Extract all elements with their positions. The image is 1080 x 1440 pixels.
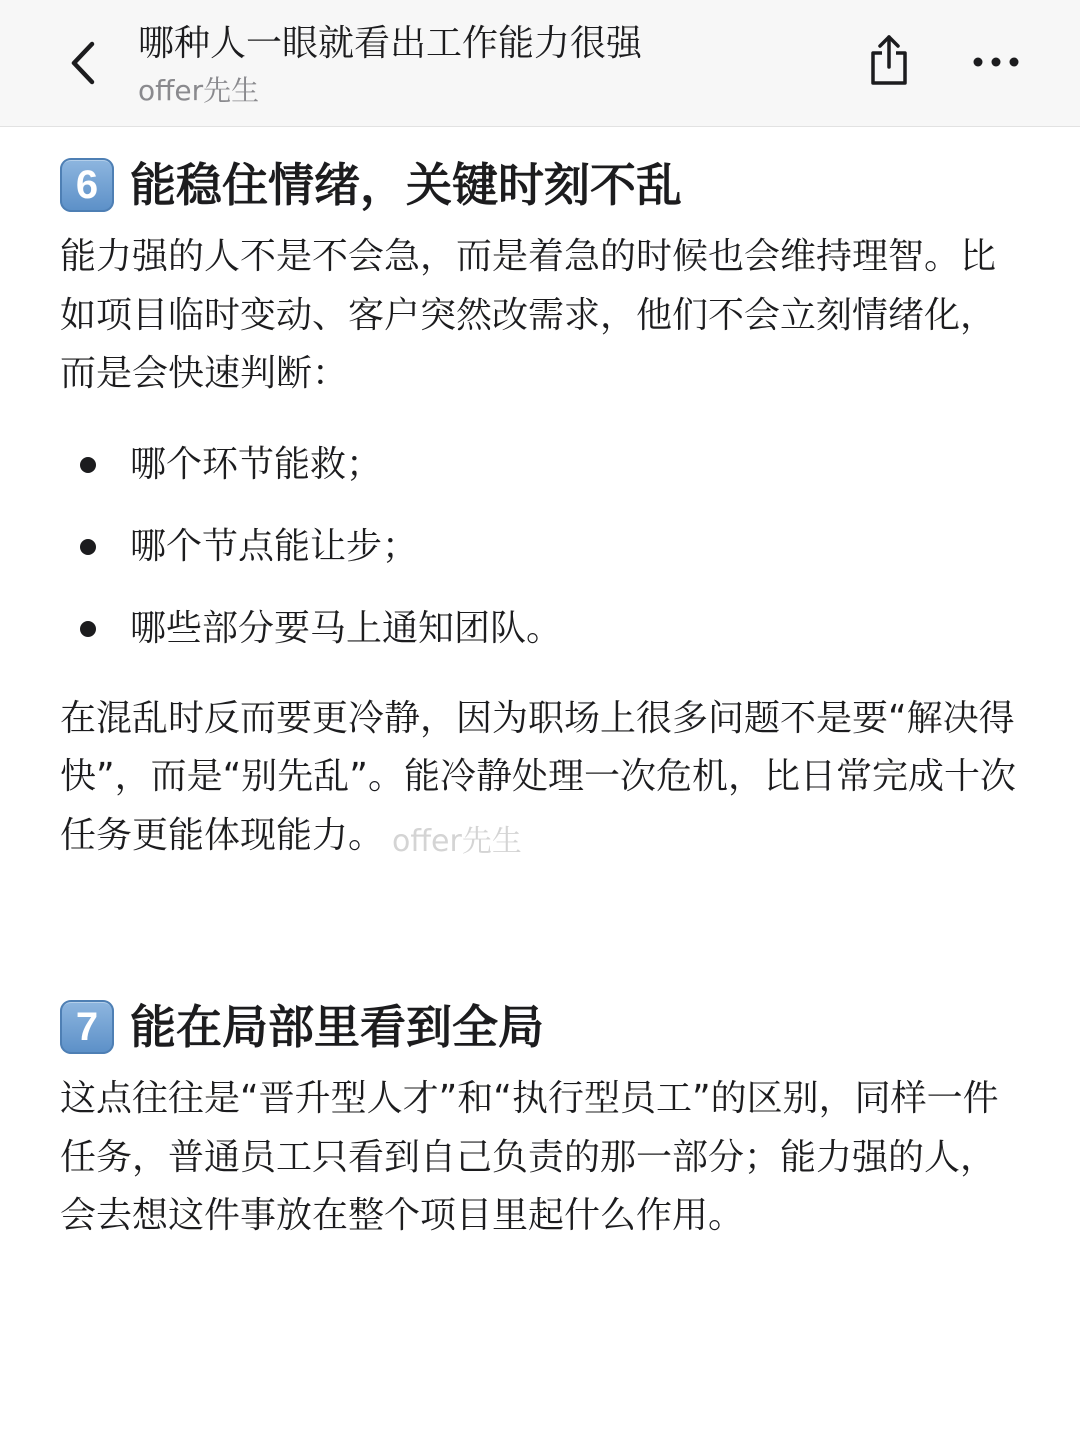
share-button[interactable] — [862, 30, 916, 90]
watermark: offer先生 — [392, 824, 522, 859]
list-item — [60, 424, 1020, 506]
section-heading-text: 能稳住情绪，关键时刻不乱 — [130, 158, 682, 212]
bullet-icon — [80, 539, 96, 555]
list-item-text: 哪个节点能让步； — [130, 525, 419, 567]
section-heading — [60, 152, 1020, 218]
section-heading-text: 能在局部里看到全局 — [130, 1000, 544, 1054]
list-item — [60, 506, 1020, 588]
bullet-list — [60, 424, 1020, 670]
section-intro: 能力强的人不是不会急，而是着急的时候也会维持理智。比如项目临时变动、客户突然改需求，他们不会立刻情绪化，而是会快速判断： — [60, 236, 997, 394]
bullet-icon — [80, 621, 96, 637]
section-6 — [60, 152, 1020, 865]
list-item-text: 哪些部分要马上通知团队。 — [130, 607, 563, 649]
more-button[interactable] — [966, 38, 1026, 86]
list-item-text: 哪个环节能救； — [130, 443, 383, 485]
page-title: 哪种人一眼就看出工作能力很强 — [138, 23, 643, 64]
section-heading — [60, 994, 1020, 1060]
list-item — [60, 588, 1020, 670]
nav-bar — [0, 0, 1080, 127]
section-intro: 这点往往是“晋升型人才”和“执行型员工”的区别，同样一件任务，普通员工只看到自己负责的那一部分；能力强的人，会去想这件事放在整个项目里起什么作用。 — [60, 1078, 999, 1236]
ellipsis-icon — [972, 56, 1020, 68]
keycap-six-icon: 6 — [60, 158, 114, 212]
section-outro: 在混乱时反而要更冷静，因为职场上很多问题不是要“解决得快”，而是“别先乱”。能冷静处理一次危机，比日常完成十次任务更能体现能力。 — [60, 697, 1016, 856]
section-7 — [60, 994, 1020, 1246]
author-name[interactable]: offer先生 — [138, 74, 260, 107]
share-icon — [867, 33, 911, 87]
chevron-left-icon — [68, 40, 98, 86]
keycap-seven-icon: 7 — [60, 1000, 114, 1054]
back-button[interactable] — [58, 32, 108, 94]
bullet-icon — [80, 457, 96, 473]
